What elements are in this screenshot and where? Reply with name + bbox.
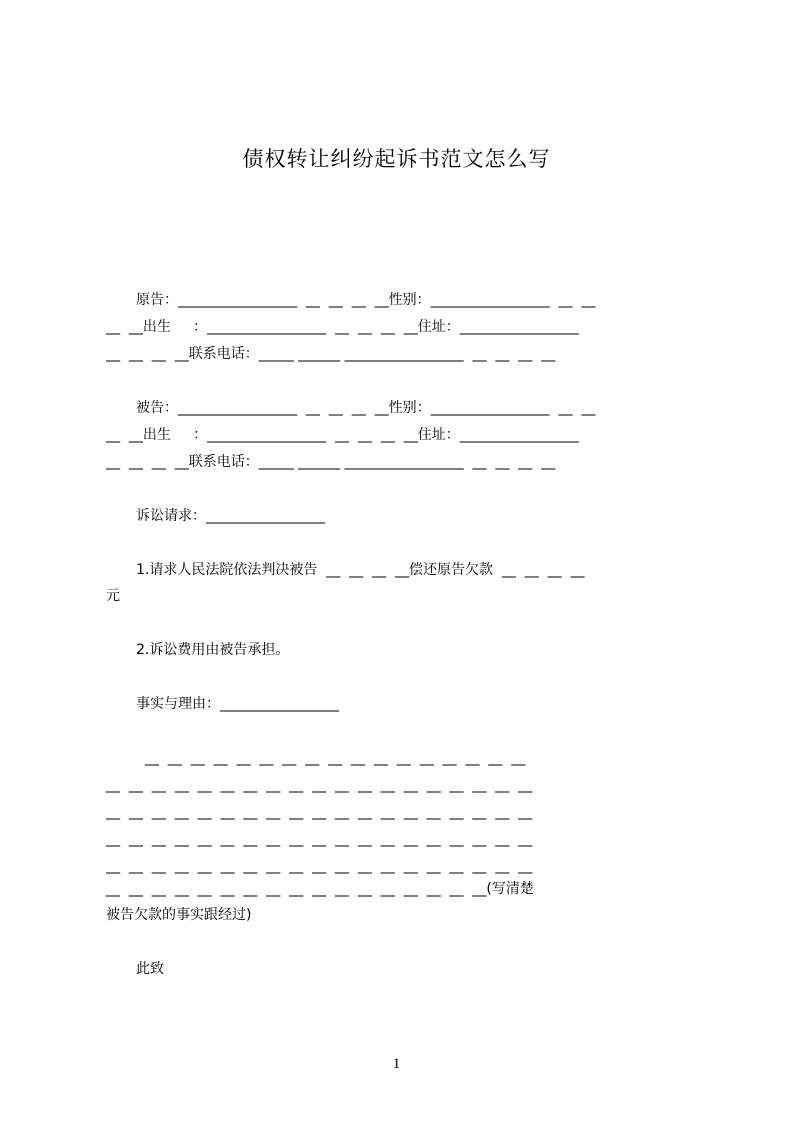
claims-heading: 诉讼请求：_________________ [136, 508, 325, 524]
plaintiff-line-3: __ __ __ __联系电话：_____ ______ _________________ __ __ __ __ [106, 346, 556, 362]
facts-line-7: 被告欠款的事实跟经过) [106, 907, 252, 923]
defendant-line-1: 被告：_________________ __ __ __ __性别：_________________ __ __ [136, 400, 596, 416]
claim-1-line-1: 1.请求人民法院依法判决被告 __ __ __ __偿还原告欠款 __ __ __ __ [136, 562, 585, 578]
plaintiff-line-1: 原告：_________________ __ __ __ __性别：_________________ __ __ [136, 292, 596, 308]
document-title: 债权转让纠纷起诉书范文怎么写 [242, 147, 551, 171]
plaintiff-line-2: __ __出生 ：_________________ __ __ __ __住址：_________________ [106, 319, 579, 335]
facts-line-1: __ __ __ __ __ __ __ __ __ __ __ __ __ __ __ __ __ [136, 750, 526, 766]
defendant-line-2: __ __出生 ：_________________ __ __ __ __住址：_________________ [106, 427, 579, 443]
defendant-line-3: __ __ __ __联系电话：_____ ______ _________________ __ __ __ __ [106, 454, 556, 470]
claim-1-line-2: 元 [106, 588, 120, 604]
claim-2: 2.诉讼费用由被告承担。 [136, 642, 290, 658]
facts-line-4: __ __ __ __ __ __ __ __ __ __ __ __ __ __ __ __ __ __ __ [106, 831, 533, 847]
facts-line-3: __ __ __ __ __ __ __ __ __ __ __ __ __ __ __ __ __ __ __ [106, 804, 533, 820]
facts-line-6: __ __ __ __ __ __ __ __ __ __ __ __ __ __ __ __ __(写清楚 [106, 881, 534, 897]
closing-text: 此致 [136, 961, 164, 977]
facts-line-2: __ __ __ __ __ __ __ __ __ __ __ __ __ __ __ __ __ __ __ [106, 777, 533, 793]
page-number: 1 [392, 1056, 401, 1072]
facts-line-5: __ __ __ __ __ __ __ __ __ __ __ __ __ __ __ __ __ __ __ [106, 858, 533, 874]
facts-heading: 事实与理由：_________________ [136, 696, 339, 712]
